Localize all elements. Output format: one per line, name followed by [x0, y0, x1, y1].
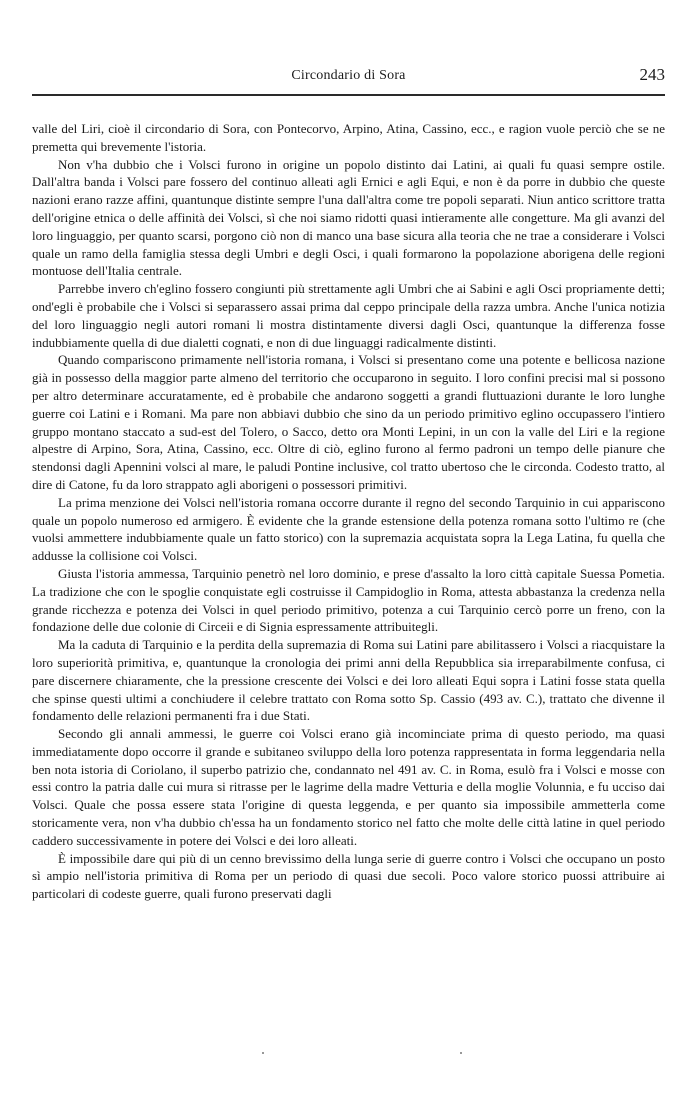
scan-specks	[0, 1052, 700, 1058]
header-rule	[32, 94, 665, 96]
speck	[460, 1052, 462, 1054]
paragraph: Parrebbe invero ch'eglino fossero congiunti più strettamente agli Umbri che ai Sabini e agli Osci propriamente detti; ond'egli è probabile che i Volsci si separassero assai prima dal ceppo principale della razza umbra. Anche l'unica notizia del loro linguaggio negli autori romani li mostra distintamente diversi dagli Osci, quantunque la differenza fosse indubbiamente quella di due dialetti cognati, e non di due linguaggi radicalmente distinti.	[32, 281, 665, 350]
paragraph: Quando compariscono primamente nell'istoria romana, i Volsci si presentano come una potente e bellicosa nazione già in possesso della maggior parte almeno del territorio che occuparono in seguito. I loro confini precisi mal si possono per altro determinare accuratamente, ed è probabile che andarono soggetti a grandi fluttuazioni durante le loro lunghe guerre coi Latini e i Romani. Ma pare non abbiavi dubbio che sino da un periodo primitivo eglino occupassero l'intiero gruppo montano staccato a sud-est del Tolero, o Sacco, detto ora Monti Lepini, in un con la valle del Liri e la regione alpestre di Arpino, Sora, Atina, Cassino, ecc. Oltre di ciò, eglino furono al fermo padroni un tempo delle pianure che stendonsi dagli Apennini volsci al mare, le paludi Pontine inclusive, col tratto ubertoso che le circonda. Codesto tratto, al dire di Catone, fu da loro strappato agli aborigeni o possessori primitivi.	[32, 352, 665, 492]
paragraph: È impossibile dare qui più di un cenno brevissimo della lunga serie di guerre contro i Volsci che occupano un posto sì ampio nell'istoria primitiva di Roma per un periodo di quasi due secoli. Poco valore storico puossi attribuire ai particolari di codeste guerre, quali furono preservati dagli	[32, 850, 665, 902]
paragraph: Secondo gli annali ammessi, le guerre coi Volsci erano già incominciate prima di questo periodo, ma quasi immediatamente dopo occorre il grande e subitaneo sviluppo della loro potenza rappresentata in forma leggendaria nella ben nota istoria di Coriolano, il superbo patrizio che, condannato nel 491 av. C. in Roma, esulò fra i Volsci e mosse con essi contro la patria dalle cui mura si ritrasse per le lagrime della madre Vetturia e della moglie Volunnia, e fu ucciso dai Volsci. Quale che possa essere stata l'origine di questa leggenda, e per quanto sia impossibile ammetterla come storicamente vera, non v'ha dubbio ch'essa ha un fondamento storico nel fatto che molte delle città latine in quel periodo caddero successivamente in potere dei Volsci e dei loro alleati.	[32, 726, 665, 848]
paragraph: Giusta l'istoria ammessa, Tarquinio penetrò nel loro dominio, e prese d'assalto la loro città capitale Suessa Pometia. La tradizione che con le spoglie conquistate egli costruisse il Campidoglio in Roma, attesta abbastanza la credenza nella grande ricchezza e potenza dei Volsci in quel periodo primitivo, potenza a cui Tarquinio cercò porre un freno, con la fondazione delle due colonie di Circeii e di Signia espressamente attribuitegli.	[32, 565, 665, 635]
running-header	[32, 64, 665, 90]
chapter-title: Circondario di Sora	[291, 68, 406, 83]
speck	[262, 1052, 264, 1054]
paragraph: Non v'ha dubbio che i Volsci furono in origine un popolo distinto dai Latini, ai quali fu quasi sempre ostile. Dall'altra banda i Volsci pare fossero del continuo alleati agli Ernici e agli Equi, e non è da porre in dubbio che queste nazioni erano razze affini, quantunque distinte sempre l'una dall'altra come tre popoli separati. Niun antico scrittore tratta dell'origine etnica o delle affinità dei Volsci, sì che noi siamo ridotti quasi intieramente alle congetture. Ma gli avanzi del loro linguaggio, per quanto scarsi, porgono ciò non di manco una base sicura alla teoria che ne trae a considerare i Volsci quale un ramo della famiglia stessa degli Umbri e degli Osci, i quali formarono la popolazione aborigena delle regioni montuose dell'Italia centrale.	[32, 156, 665, 279]
paragraph: La prima menzione dei Volsci nell'istoria romana occorre durante il regno del secondo Tarquinio in cui appariscono quale un popolo numeroso ed armigero. È evidente che la grande estensione della potenza romana sotto l'ultimo re (che vuolsi ammettere indubbiamente quale un fatto storico) con la supremazia acquistata sopra la Lega Latina, fu quella che addusse la collisione coi Volsci.	[32, 494, 665, 564]
body-text	[32, 120, 665, 903]
page-number: 243	[639, 65, 665, 84]
paragraph: Ma la caduta di Tarquinio e la perdita della supremazia di Roma sui Latini pare abilitassero i Volsci a riacquistare la loro superiorità primitiva, e, quantunque la cronologia dei primi anni della Repubblica sia irreparabilmente confusa, ci pare discernere chiaramente, che la pressione crescente dei Volsci e dei loro alleati Equi sopra i Latini fosse stata quella che spinse questi ultimi a conchiudere il celebre trattato con Roma sotto Sp. Cassio (493 av. C.), trattato che divenne il fondamento delle relazioni permanenti fra i due Stati.	[32, 637, 665, 724]
paragraph: valle del Liri, cioè il circondario di Sora, con Pontecorvo, Arpino, Atina, Cassino, ecc., e ragion vuole perciò che se ne premetta qui brevemente l'istoria.	[32, 121, 665, 154]
